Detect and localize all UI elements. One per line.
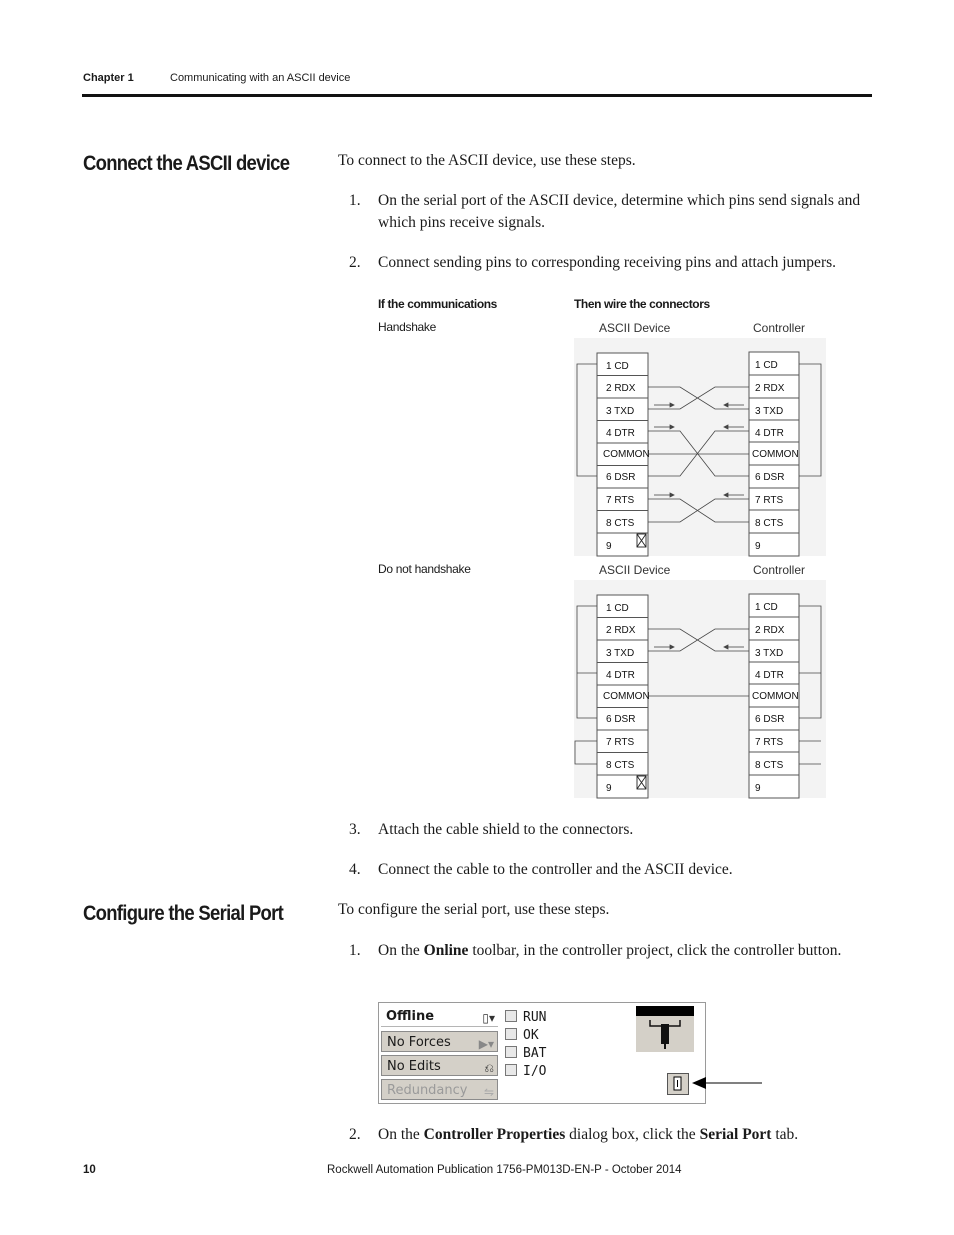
online-toolbar bbox=[378, 1002, 706, 1104]
led-icon bbox=[505, 1028, 517, 1040]
step-number: 3. bbox=[349, 821, 361, 838]
controller-label: Controller bbox=[753, 321, 806, 335]
ascii-device-label: ASCII Device bbox=[599, 321, 671, 335]
step-text: Attach the cable shield to the connectors. bbox=[378, 821, 634, 838]
pin-label: COMMON bbox=[752, 449, 799, 460]
header-rule bbox=[82, 94, 872, 97]
forces-status-button[interactable] bbox=[381, 1031, 498, 1052]
chapter-label: Chapter 1 bbox=[83, 72, 134, 84]
status-label: OK bbox=[523, 1028, 539, 1043]
edits-status-button[interactable] bbox=[381, 1055, 498, 1076]
step-text-mid: dialog box, click the bbox=[565, 1126, 700, 1143]
step-number: 1. bbox=[349, 942, 361, 959]
pin-label: 8 CTS bbox=[755, 760, 784, 771]
step-number: 1. bbox=[349, 192, 361, 209]
pin-label: 6 DSR bbox=[755, 714, 785, 725]
status-run bbox=[505, 1009, 546, 1026]
pin-label: 1 CD bbox=[606, 361, 629, 372]
step-text: Connect sending pins to corresponding receiving pins and attach jumpers. bbox=[378, 254, 837, 271]
step-number: 4. bbox=[349, 861, 361, 878]
step-text: On the serial port of the ASCII device, determine which pins send signals and which pins receive signals. bbox=[378, 192, 861, 231]
pin-label: COMMON bbox=[752, 691, 799, 702]
section-intro-connect: To connect to the ASCII device, use these steps. bbox=[338, 152, 636, 169]
online-toolbar-term: Online bbox=[423, 942, 469, 959]
redundancy-label: Redundancy bbox=[387, 1083, 468, 1098]
pin-label: 9 bbox=[606, 541, 612, 552]
status-io bbox=[505, 1063, 546, 1080]
edits-label: No Edits bbox=[387, 1059, 441, 1074]
pin-label: 2 RDX bbox=[755, 625, 785, 636]
pin-label: 7 RTS bbox=[606, 495, 635, 506]
pin-label: 9 bbox=[606, 783, 612, 794]
table-cell-handshake: Handshake bbox=[378, 320, 437, 334]
step-text-post: toolbar, in the controller project, click the controller button. bbox=[468, 942, 842, 959]
status-bat bbox=[505, 1045, 546, 1062]
pointer-arrow-icon bbox=[690, 1075, 765, 1091]
pin-label: 3 TXD bbox=[755, 406, 784, 417]
section-title-connect: Connect the ASCII device bbox=[83, 152, 290, 175]
step-text-pre: On the bbox=[378, 1126, 424, 1143]
pin-label: 8 CTS bbox=[606, 518, 635, 529]
table-cell-no-handshake: Do not handshake bbox=[378, 562, 471, 576]
pin-label: 3 TXD bbox=[755, 648, 784, 659]
pin-label: 3 TXD bbox=[606, 406, 635, 417]
pin-label: 7 RTS bbox=[755, 495, 784, 506]
status-label: BAT bbox=[523, 1046, 547, 1061]
led-icon bbox=[505, 1046, 517, 1058]
pin-label: 1 CD bbox=[755, 360, 778, 371]
pin-label: 6 DSR bbox=[606, 472, 636, 483]
status-label: I/O bbox=[523, 1064, 547, 1079]
keyswitch-dropdown-icon: ▯▾ bbox=[482, 1011, 495, 1025]
step-number: 2. bbox=[349, 1126, 361, 1143]
page-number: 10 bbox=[83, 1164, 96, 1176]
pin-label: 4 DTR bbox=[755, 670, 784, 681]
section-title-serial: Configure the Serial Port bbox=[83, 902, 284, 925]
pin-label: 4 DTR bbox=[606, 670, 635, 681]
step-text bbox=[378, 940, 868, 962]
controller-mode-dropdown[interactable] bbox=[381, 1006, 498, 1027]
pin-label: 6 DSR bbox=[755, 472, 785, 483]
pin-label: 4 DTR bbox=[606, 428, 635, 439]
controller-properties-term: Controller Properties bbox=[423, 1126, 566, 1143]
controller-button[interactable] bbox=[667, 1073, 689, 1095]
section-intro-serial: To configure the serial port, use these steps. bbox=[338, 901, 610, 918]
serial-port-term: Serial Port bbox=[699, 1126, 772, 1143]
pin-label: 1 CD bbox=[606, 603, 629, 614]
publication-info: Rockwell Automation Publication 1756-PM013D-EN-P - October 2014 bbox=[327, 1164, 682, 1176]
controller-label: Controller bbox=[753, 563, 806, 577]
forces-arrow-icon: ▶▾ bbox=[478, 1037, 494, 1051]
pin-label: 8 CTS bbox=[755, 518, 784, 529]
step-number: 2. bbox=[349, 254, 361, 271]
pin-label: 2 RDX bbox=[606, 625, 636, 636]
status-ok bbox=[505, 1027, 539, 1044]
controller-icon bbox=[668, 1074, 688, 1094]
pin-label: 3 TXD bbox=[606, 648, 635, 659]
pin-label: 2 RDX bbox=[606, 383, 636, 394]
step-text: Connect the cable to the controller and the ASCII device. bbox=[378, 861, 733, 878]
led-icon bbox=[505, 1064, 517, 1076]
pin-label: 7 RTS bbox=[606, 737, 635, 748]
forces-label: No Forces bbox=[387, 1035, 451, 1050]
led-icon bbox=[505, 1010, 517, 1022]
step-text bbox=[378, 1124, 868, 1146]
step-text-pre: On the bbox=[378, 942, 424, 959]
step-text-post: tab. bbox=[771, 1126, 799, 1143]
pin-label: COMMON bbox=[603, 449, 650, 460]
pin-label: 7 RTS bbox=[755, 737, 784, 748]
pin-label: COMMON bbox=[603, 691, 650, 702]
pin-label: 4 DTR bbox=[755, 428, 784, 439]
ascii-device-label: ASCII Device bbox=[599, 563, 671, 577]
pin-label: 9 bbox=[755, 783, 761, 794]
redundancy-status-button[interactable] bbox=[381, 1079, 498, 1100]
lock-icon: ⎌ bbox=[484, 1061, 494, 1075]
table-header-wiring: Then wire the connectors bbox=[574, 297, 710, 311]
pin-label: 6 DSR bbox=[606, 714, 636, 725]
pin-label: 2 RDX bbox=[755, 383, 785, 394]
pin-label: 9 bbox=[755, 541, 761, 552]
pin-label: 8 CTS bbox=[606, 760, 635, 771]
mode-label: Offline bbox=[386, 1009, 435, 1024]
table-header-condition: If the communications bbox=[378, 297, 497, 311]
pin-label: 1 CD bbox=[755, 602, 778, 613]
redundancy-icon: ⇋ bbox=[483, 1085, 494, 1099]
status-label: RUN bbox=[523, 1010, 547, 1025]
wiring-diagram-no-handshake bbox=[570, 560, 830, 800]
controller-path-icon bbox=[636, 1006, 694, 1052]
chapter-title: Communicating with an ASCII device bbox=[170, 72, 351, 84]
wiring-diagram-handshake bbox=[570, 318, 830, 558]
